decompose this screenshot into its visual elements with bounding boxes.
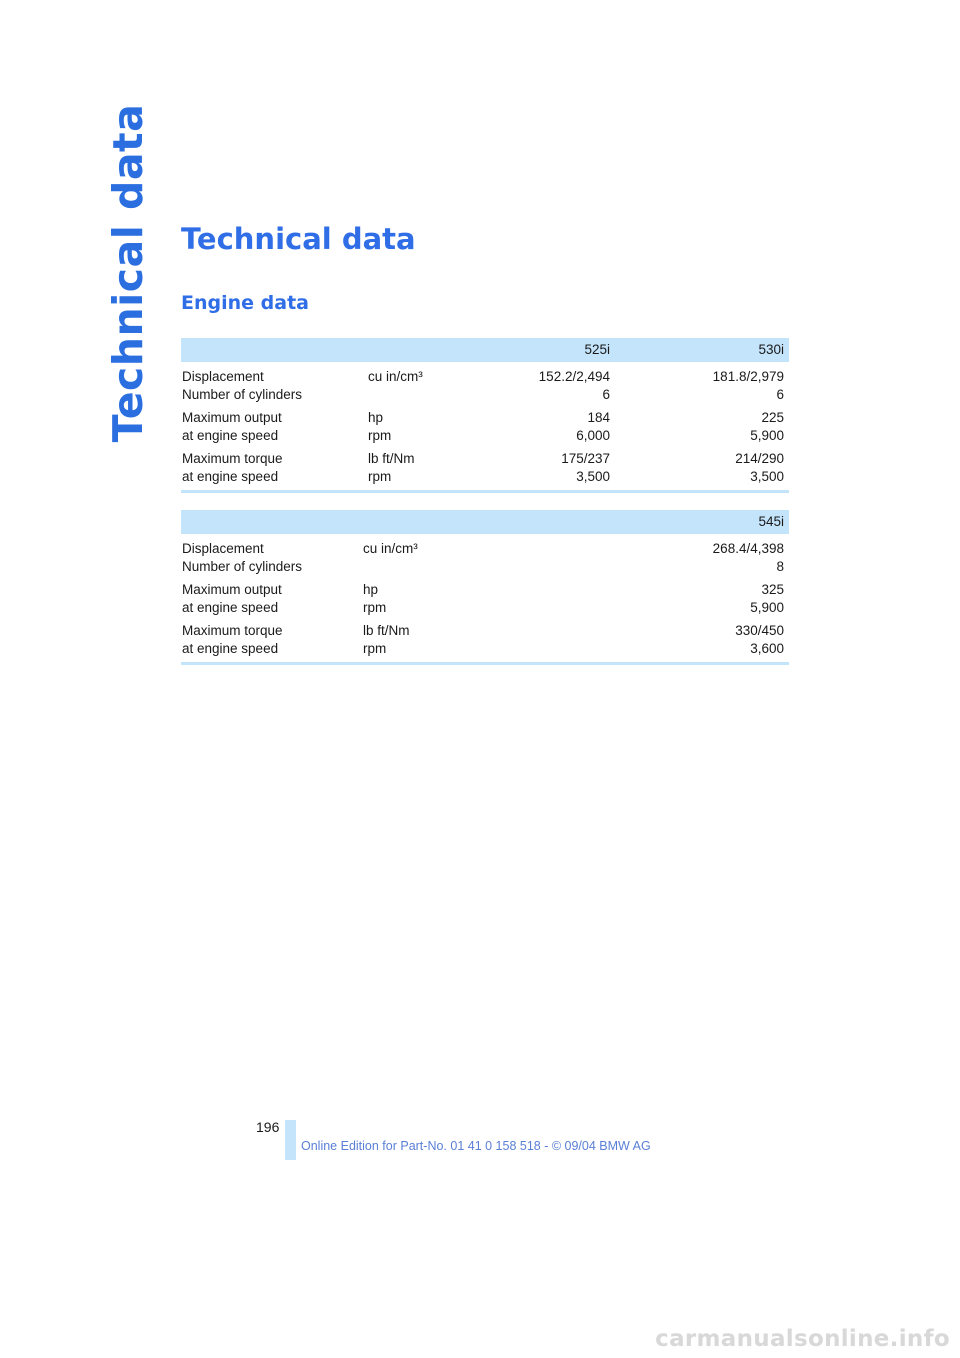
cell-value-525i: 6: [602, 387, 610, 402]
row-label: Displacement: [182, 369, 264, 384]
cell-value-545i: 8: [776, 559, 784, 574]
cell-value-525i: 175/237: [561, 451, 610, 466]
cell-value-530i: 3,500: [750, 469, 784, 484]
table-header: [181, 338, 789, 362]
cell-value-545i: 3,600: [750, 641, 784, 656]
table-row: [181, 368, 789, 404]
watermark: carmanualsonline.info: [655, 1326, 950, 1352]
row-label: Maximum torque: [182, 623, 283, 638]
footer-accent-bar: [285, 1120, 296, 1160]
page-title: Technical data: [181, 222, 416, 256]
row-label: Displacement: [182, 541, 264, 556]
cell-value-545i: 5,900: [750, 600, 784, 615]
table-header: [181, 510, 789, 534]
cell-value-525i: 152.2/2,494: [538, 369, 610, 384]
table-row: [181, 622, 789, 658]
column-header-525i: 525i: [584, 342, 610, 357]
page-number: 196: [256, 1119, 280, 1135]
cell-value-530i: 225: [761, 410, 784, 425]
cell-value-545i: 330/450: [735, 623, 784, 638]
row-unit: rpm: [363, 600, 387, 615]
engine-data-table-545i: [181, 510, 789, 665]
row-unit: rpm: [368, 469, 392, 484]
row-label: at engine speed: [182, 641, 279, 656]
table-bottom-rule: [181, 490, 789, 493]
row-unit: hp: [368, 410, 384, 425]
column-header-530i: 530i: [758, 342, 784, 357]
row-label: at engine speed: [182, 428, 279, 443]
row-label: at engine speed: [182, 469, 279, 484]
side-chapter-tab: Technical data: [104, 103, 152, 443]
table-bottom-rule: [181, 662, 789, 665]
cell-value-525i: 6,000: [576, 428, 610, 443]
cell-value-530i: 5,900: [750, 428, 784, 443]
cell-value-545i: 268.4/4,398: [712, 541, 784, 556]
section-title: Engine data: [181, 292, 309, 314]
row-unit: [363, 558, 418, 576]
row-label: Maximum output: [182, 410, 282, 425]
cell-value-525i: 184: [587, 410, 610, 425]
row-unit: rpm: [363, 641, 387, 656]
cell-value-545i: 325: [761, 582, 784, 597]
row-label: Number of cylinders: [182, 559, 303, 574]
row-unit: [368, 386, 423, 404]
table-row: [181, 540, 789, 576]
cell-value-530i: 6: [776, 387, 784, 402]
cell-value-530i: 181.8/2,979: [712, 369, 784, 384]
row-label: Maximum output: [182, 582, 282, 597]
row-label: Maximum torque: [182, 451, 283, 466]
table-row: [181, 450, 789, 486]
column-header-545i: 545i: [758, 514, 784, 529]
engine-data-table-525i-530i: [181, 338, 789, 493]
row-unit: rpm: [368, 428, 392, 443]
row-unit: cu in/cm³: [368, 369, 423, 384]
row-unit: cu in/cm³: [363, 541, 418, 556]
table-row: [181, 581, 789, 617]
row-unit: lb ft/Nm: [363, 623, 410, 638]
row-unit: hp: [363, 582, 379, 597]
table-row: [181, 409, 789, 445]
row-label: at engine speed: [182, 600, 279, 615]
row-label: Number of cylinders: [182, 387, 303, 402]
cell-value-530i: 214/290: [735, 451, 784, 466]
footer-edition-text: Online Edition for Part-No. 01 41 0 158 518 - © 09/04 BMW AG: [301, 1139, 651, 1153]
cell-value-525i: 3,500: [576, 469, 610, 484]
row-unit: lb ft/Nm: [368, 451, 415, 466]
